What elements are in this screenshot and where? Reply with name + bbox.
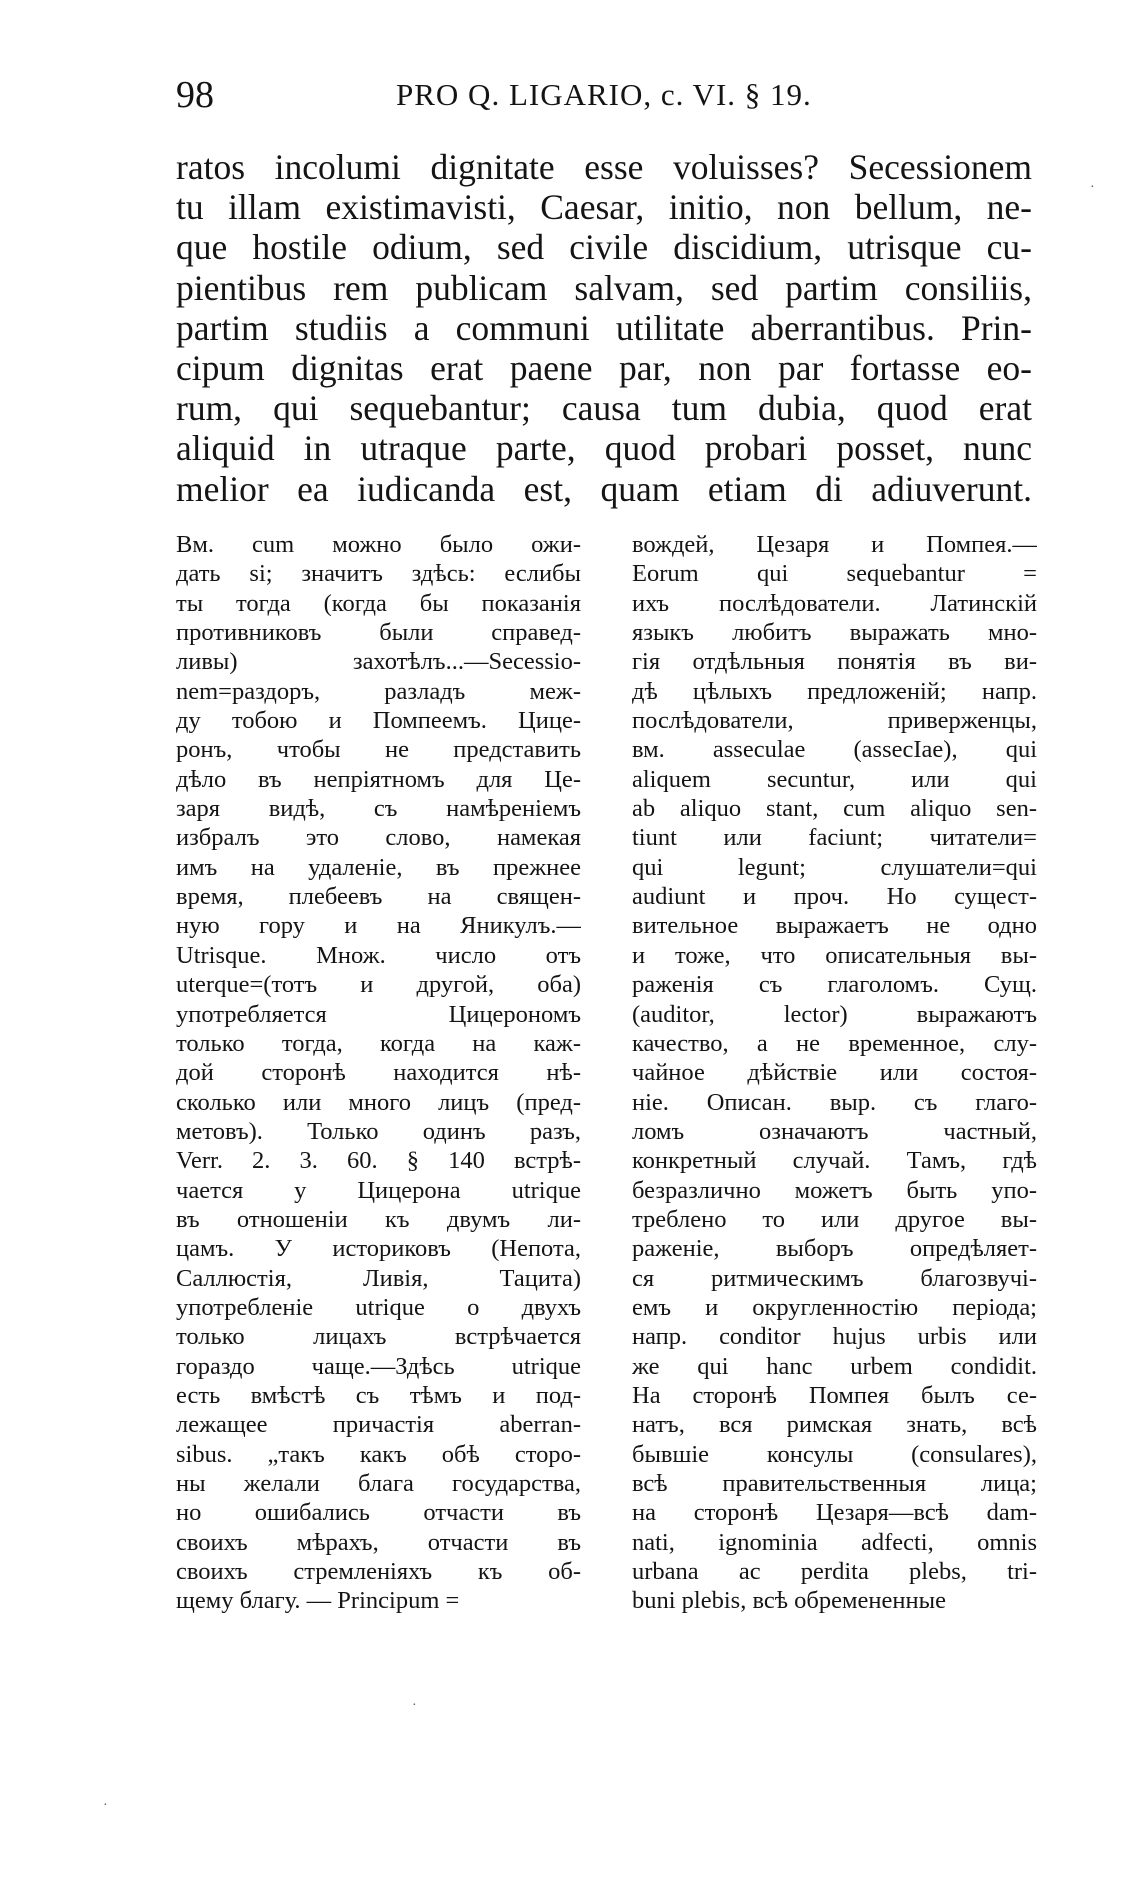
latin-text-line: cipum dignitas erat paene par, non par fortasse eo- — [176, 348, 1032, 389]
commentary-line: дѣ цѣлыхъ предложеній; напр. — [632, 677, 1037, 705]
commentary-line: употребленіе utrique о двухъ — [176, 1293, 581, 1321]
commentary-line: ную гору и на Яникулъ.— — [176, 912, 581, 940]
commentary-line: Eorum qui sequebantur = — [632, 560, 1037, 588]
commentary-line: вительное выражаетъ не одно — [632, 912, 1037, 940]
commentary-line: натъ, вся римская знать, всѣ — [632, 1411, 1037, 1439]
commentary-line: есть вмѣстѣ съ тѣмъ и под- — [176, 1381, 581, 1409]
commentary-line: цамъ. У историковъ (Непота, — [176, 1235, 581, 1263]
commentary-line: чается у Цицерона utrique — [176, 1176, 581, 1204]
commentary-line: Verr. 2. 3. 60. § 140 встрѣ- — [176, 1147, 581, 1175]
commentary-line: ронъ, чтобы не представить — [176, 736, 581, 764]
commentary-line: вм. asseculae (assecIae), qui — [632, 736, 1037, 764]
latin-text-line: partim studiis a communi utilitate aberrantibus. Prin- — [176, 307, 1032, 348]
commentary-right-column — [632, 530, 1037, 1616]
commentary-line: чайное дѣйствіе или состоя- — [632, 1059, 1037, 1087]
commentary-line: конкретный случай. Тамъ, гдѣ — [632, 1147, 1037, 1175]
commentary-line: только тогда, когда на каж- — [176, 1029, 581, 1057]
commentary-line: безразлично можетъ быть упо- — [632, 1176, 1037, 1204]
commentary-line: метовъ). Только одинъ разъ, — [176, 1117, 581, 1145]
commentary-line: ны желали блага государства, — [176, 1470, 581, 1497]
commentary-line: qui legunt; слушатели=qui — [632, 853, 1037, 881]
commentary-left-column — [176, 530, 581, 1616]
commentary-line: послѣдователи, приверженцы, — [632, 707, 1037, 735]
commentary-line: tiunt или faciunt; читатели= — [632, 824, 1037, 852]
commentary-line: buni plebis, всѣ обремененные — [632, 1587, 946, 1615]
commentary-line: ломъ означаютъ частный, — [632, 1117, 1037, 1145]
commentary-line: своихъ мѣрахъ, отчасти въ — [176, 1528, 581, 1556]
latin-text-block — [176, 147, 1032, 509]
commentary-line: sibus. „такъ какъ обѣ сторо- — [176, 1440, 581, 1468]
commentary-line: всѣ правительственныя лица; — [632, 1470, 1037, 1497]
commentary-line: время, плебеевъ на священ- — [176, 883, 581, 911]
commentary-line: избралъ это слово, намекая — [176, 824, 581, 852]
latin-text-line: ratos incolumi dignitate esse voluisses? Secessionem — [176, 147, 1032, 187]
scan-speck: · — [1090, 180, 1095, 195]
commentary-line: ты тогда (когда бы показанія — [176, 589, 581, 617]
running-head: PRO Q. LIGARIO, c. VI. § 19. — [396, 77, 812, 112]
commentary-line: ливы) захотѣлъ...—Secessio- — [176, 648, 581, 676]
latin-text-line: rum, qui sequebantur; causa tum dubia, quod erat — [176, 388, 1032, 429]
commentary-line: вождей, Цезаря и Помпея.— — [632, 531, 1037, 558]
commentary-line: противниковъ были справед- — [176, 619, 581, 647]
commentary-line: своихъ стремленіяхъ къ об- — [176, 1558, 581, 1586]
commentary-line: гораздо чаще.—Здѣсь utrique — [176, 1352, 581, 1380]
latin-text-line: tu illam existimavisti, Caesar, initio, non bellum, ne- — [176, 187, 1032, 228]
commentary-line: въ отношеніи къ двумъ ли- — [176, 1205, 581, 1233]
commentary-line: на сторонѣ Цезаря—всѣ dam- — [632, 1499, 1037, 1527]
commentary-line: лежащее причастія aberran- — [176, 1411, 581, 1439]
scan-speck: · — [103, 1798, 108, 1813]
commentary-line: бывшіе консулы (consulares), — [632, 1440, 1037, 1468]
commentary-line: urbana ac perdita plebs, tri- — [632, 1558, 1037, 1586]
commentary-line: (auditor, lector) выражаютъ — [632, 1000, 1037, 1028]
commentary-line: ся ритмическимъ благозвучі- — [632, 1264, 1037, 1292]
commentary-line: щему благу. — Principum = — [176, 1587, 460, 1615]
commentary-line: и тоже, что описательныя вы- — [632, 941, 1037, 969]
commentary-line: uterque=(тотъ и другой, оба) — [176, 971, 581, 999]
commentary-line: дѣло въ непріятномъ для Це- — [176, 765, 581, 793]
latin-text-line: aliquid in utraque parte, quod probari posset, nunc — [176, 428, 1032, 469]
commentary-line: емъ и округленностію періода; — [632, 1293, 1037, 1321]
commentary-line: ду тобою и Помпеемъ. Цице- — [176, 707, 581, 735]
commentary-line: Utrisque. Множ. число отъ — [176, 941, 581, 969]
page-number: 98 — [176, 74, 214, 116]
commentary-line: языкъ любитъ выражать мно- — [632, 619, 1037, 647]
commentary-line: aliquem secuntur, или qui — [632, 765, 1037, 793]
commentary-line: nem=раздоръ, разладъ меж- — [176, 677, 581, 705]
commentary-line: же qui hanc urbem condidit. — [632, 1352, 1037, 1380]
commentary-line: ab aliquo stant, cum aliquo sen- — [632, 795, 1037, 823]
scan-speck: · — [412, 1698, 417, 1713]
commentary-line: употребляется Цицерономъ — [176, 1000, 581, 1028]
latin-text-line: melior ea iudicanda est, quam etiam di adiuverunt. — [176, 468, 1032, 509]
commentary-line: имъ на удаленіе, въ прежнее — [176, 853, 581, 881]
commentary-line: дать si; значитъ здѣсь: еслибы — [176, 560, 581, 588]
commentary-line: треблено то или другое вы- — [632, 1205, 1037, 1233]
commentary-line: Вм. cum можно было ожи- — [176, 531, 581, 558]
commentary-line: audiunt и проч. Но сущест- — [632, 883, 1037, 911]
commentary-line: только лицахъ встрѣчается — [176, 1323, 581, 1351]
commentary-line: На сторонѣ Помпея былъ се- — [632, 1381, 1037, 1409]
commentary-line: дой сторонѣ находится нѣ- — [176, 1059, 581, 1087]
commentary-line: но ошибались отчасти въ — [176, 1499, 581, 1527]
commentary-line: качество, а не временное, слу- — [632, 1029, 1037, 1057]
page-header — [176, 70, 1026, 120]
commentary-line: ихъ послѣдователи. Латинскій — [632, 589, 1037, 617]
commentary-line: раженія съ глаголомъ. Сущ. — [632, 971, 1037, 999]
latin-text-line: que hostile odium, sed civile discidium, utrisque cu- — [176, 227, 1032, 268]
commentary-line: nati, ignominia adfecti, omnis — [632, 1528, 1037, 1556]
commentary-line: напр. conditor hujus urbis или — [632, 1323, 1037, 1351]
commentary-line: гія отдѣльныя понятія въ ви- — [632, 648, 1037, 676]
commentary-line: ніе. Описан. выр. съ глаго- — [632, 1088, 1037, 1116]
commentary-line: заря видѣ, съ намѣреніемъ — [176, 795, 581, 823]
latin-text-line: pientibus rem publicam salvam, sed partim consiliis, — [176, 267, 1032, 308]
commentary-line: сколько или много лицъ (пред- — [176, 1088, 581, 1116]
commentary-line: раженіе, выборъ опредѣляет- — [632, 1235, 1037, 1263]
commentary-line: Саллюстія, Ливія, Тацита) — [176, 1264, 581, 1292]
